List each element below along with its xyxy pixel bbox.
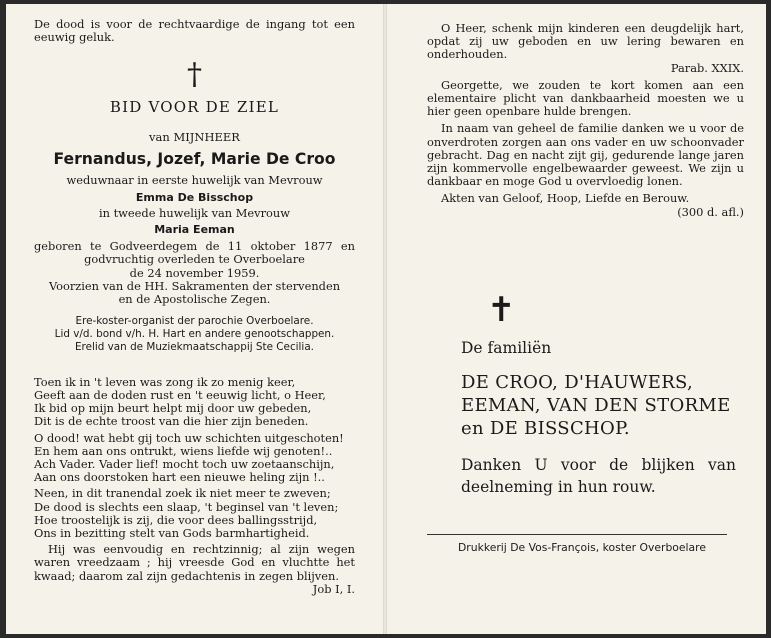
- cross-icon: ✝: [487, 289, 516, 330]
- family-names: [461, 371, 744, 440]
- family-name-line: EEMAN, VAN DEN STORME: [461, 394, 731, 416]
- sacraments-line-1: Voorzien van de HH. Sakramenten der stervenden: [48, 279, 341, 294]
- poem-line: Ik bid op mijn beurt helpt mij door uw gebeden,: [34, 401, 312, 416]
- sacraments-line-2: en de Apostolische Zegen.: [118, 292, 271, 307]
- prayer-reference: Parab. XXIX.: [670, 60, 744, 75]
- printer-credit: Drukkerij De Vos-François, koster Overboelare: [457, 540, 707, 554]
- poem-line: Hoe troostelijk is zij, die voor dees ballingsstrijd,: [34, 512, 318, 527]
- family-block: [427, 339, 744, 498]
- cross-icon: †: [187, 57, 202, 93]
- title-line: Erelid van de Muziekmaatschappij Ste Cecilia.: [74, 340, 314, 353]
- deceased-name: Fernandus, Jozef, Marie De Croo: [53, 150, 336, 169]
- poem-line: Dit is de echte troost van die hier zijn beneden.: [34, 414, 309, 429]
- poem-stanza: [34, 487, 355, 540]
- family-name-line: DE CROO, D'HAUWERS,: [461, 371, 694, 393]
- prayer-text: O Heer, schenk mijn kinderen een deugdelijk hart, opdat zij uw geboden en uw lering bewaren en onderhouden.: [427, 21, 744, 62]
- poem: [34, 376, 355, 540]
- birth-death: geboren te Godveerdegem de 11 oktober 1877 en godvruchtig overleden te Overboelare: [34, 239, 355, 267]
- families-label: De familiën: [461, 338, 552, 357]
- family-name-line: en DE BISSCHOP.: [461, 417, 630, 439]
- intro-quote: De dood is voor de rechtvaardige de ingang tot een eeuwig geluk.: [34, 17, 355, 45]
- georgette-tribute: Georgette, we zouden te kort komen aan een elementaire plicht van dankbaarheid moesten we u hier geen openbare hulde brengen.: [427, 77, 744, 119]
- divider: [427, 534, 727, 535]
- closing-text: Hij was eenvoudig en rechtzinnig; al zijn wegen waren vreedzaam ; hij vreesde God en vluchtte het kwaad; daarom zal zijn gedachtenis in zegen blijven.: [34, 542, 355, 583]
- family-thanks: In naam van geheel de familie danken we u voor de onverdroten zorgen aan ons vader en uw schoonvader gebracht. Dag en nacht zijt gij, gedurende lange jaren zijn kommervolle engelbewaarder geweest. We zijn u dankbaar en moge God u overvloedig lonen.: [427, 121, 744, 189]
- indulgence-note: (300 d. afl.): [677, 204, 744, 219]
- acts-prayer: Akten van Geloof, Hoop, Liefde en Berouw.: [441, 191, 690, 206]
- death-date: de 24 november 1959.: [129, 265, 260, 280]
- first-spouse: Emma De Bisschop: [135, 190, 254, 204]
- van-mijnheer: van MIJNHEER: [149, 130, 240, 145]
- poem-line: Toen ik in 't leven was zong ik zo menig keer,: [34, 374, 296, 389]
- heading: BID VOOR DE ZIEL: [109, 98, 280, 117]
- closing-reference: Job I, I.: [312, 581, 355, 596]
- title-line: Ere-koster-organist der parochie Overboelare.: [75, 314, 314, 327]
- left-panel: [6, 4, 383, 634]
- first-marriage: weduwnaar in eerste huwelijk van Mevrouw: [66, 173, 323, 188]
- thanks-text: Danken U voor de blijken van deelneming in hun rouw.: [461, 455, 736, 496]
- poem-line: O dood! wat hebt gij toch uw schichten uitgeschoten!: [34, 430, 344, 445]
- right-panel: [387, 4, 766, 634]
- second-marriage: in tweede huwelijk van Mevrouw: [99, 205, 290, 220]
- poem-stanza: [34, 432, 355, 485]
- poem-line: Geeft aan de doden rust en 't eeuwig licht, o Heer,: [34, 388, 326, 403]
- titles: [34, 315, 355, 354]
- poem-line: En hem aan ons ontrukt, wiens liefde wij genoten!..: [34, 443, 333, 458]
- poem-line: Ons in bezitting stelt van Gods barmhartigheid.: [34, 526, 310, 541]
- poem-line: De dood is slechts een slaap, 't beginsel van 't leven;: [34, 499, 339, 514]
- poem-line: Neen, in dit tranendal zoek ik niet meer te zweven;: [34, 486, 331, 501]
- poem-stanza: [34, 376, 355, 429]
- memorial-card: [6, 4, 766, 634]
- poem-line: Ach Vader. Vader lief! mocht toch uw zoetaanschijn,: [34, 457, 335, 472]
- second-spouse: Maria Eeman: [154, 223, 235, 237]
- poem-line: Aan ons doorstoken hart een nieuwe heling zijn !..: [34, 470, 325, 485]
- title-line: Lid v/d. bond v/h. H. Hart en andere genootschappen.: [54, 327, 335, 340]
